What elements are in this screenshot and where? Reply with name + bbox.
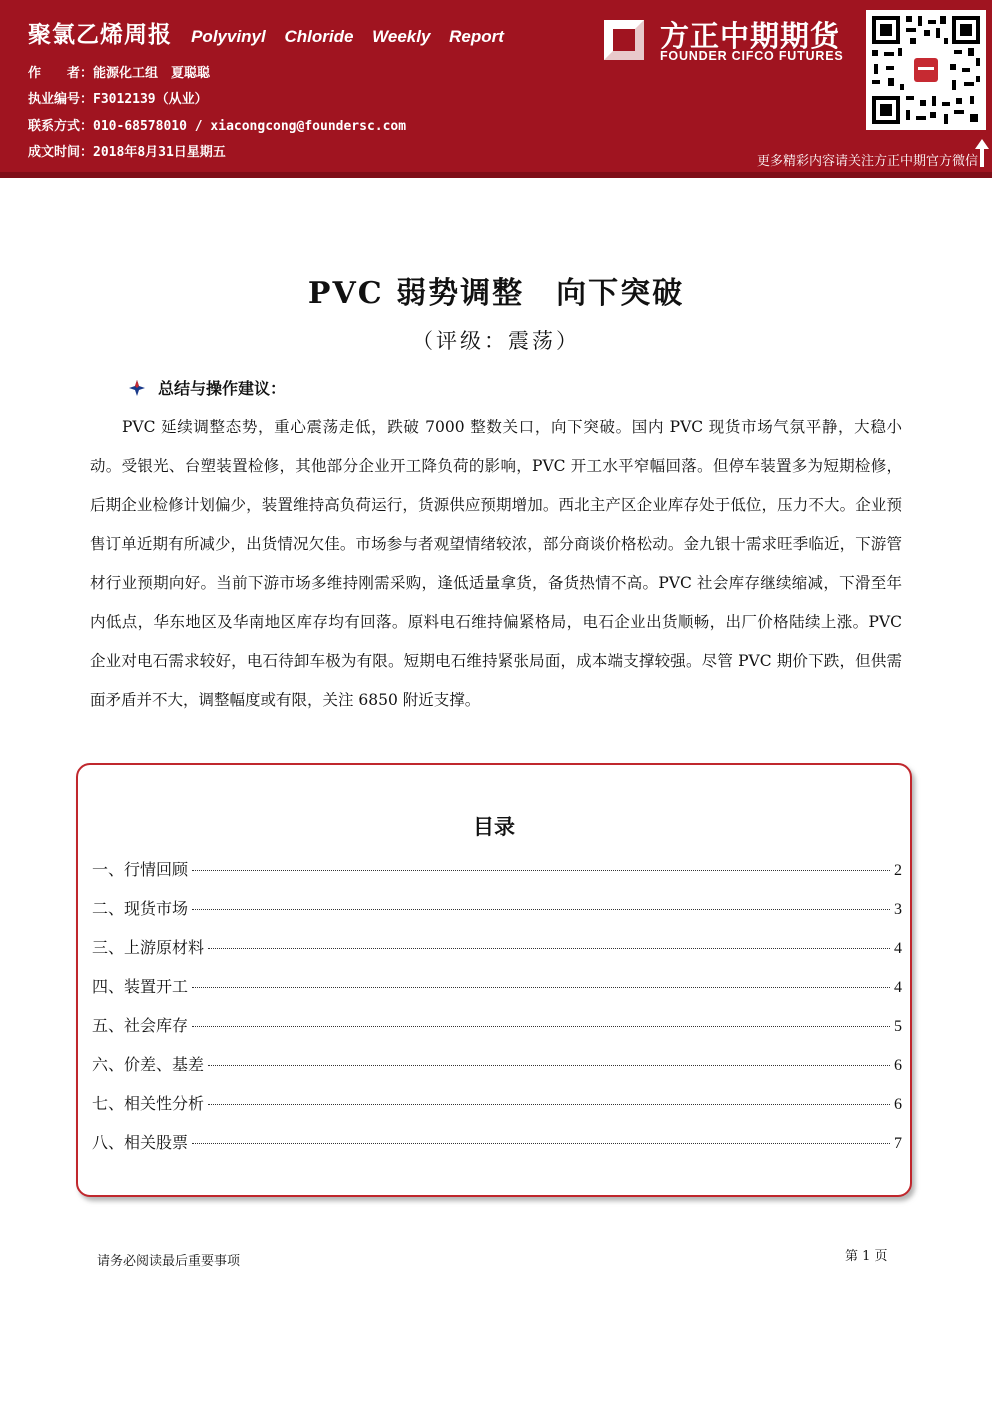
report-title-en: Polyvinyl Chloride Weekly Report bbox=[191, 27, 504, 46]
summary-paragraph: PVC 延续调整态势，重心震荡走低，跌破 7000 整数关口，向下突破。国内 PVC 现货市场气氛平静，大稳小动。受银光、台塑装置检修，其他部分企业开工降负荷的影响，PVC 开工水平窄幅回落。但停车装置多为短期检修，后期企业检修计划偏少，装置维持高负荷运行，货源供应预期增加。西北主产区企业库存处于低位，压力不大。企业预售订单近期有所减少，出货情况欠佳。市场参与者观望情绪较浓，部分商谈价格松动。金九银十需求旺季临近，下游管材行业预期向好。当前下游市场多维持刚需采购，逢低适量拿货，备货热情不高。PVC 社会库存继续缩减，下滑至年内低点，华东地区及华南地区库存均有回落。原料电石维持偏紧格局，电石企业出货顺畅，出厂价格陆续上涨。PVC 企业对电石需求较好，电石待卸车极为有限。短期电石维持紧张局面，成本端支撑较强。尽管 PVC 期价下跌，但供需面矛盾并不大，调整幅度或有限，关注 6850 附近支撑。 bbox=[90, 418, 902, 709]
toc-item-page: 6 bbox=[894, 1057, 902, 1074]
meta-contact-label: 联系方式： bbox=[28, 119, 94, 134]
toc-leader bbox=[192, 909, 890, 910]
company-logo-name: 方正中期期货 bbox=[660, 19, 841, 53]
toc-item-label: 八、相关股票 bbox=[92, 1133, 189, 1152]
summary-heading-text: 总结与操作建议： bbox=[158, 379, 287, 398]
toc-item-label: 六、价差、基差 bbox=[92, 1055, 205, 1074]
table-of-contents bbox=[76, 763, 912, 1197]
toc-item-label: 七、相关性分析 bbox=[92, 1094, 205, 1113]
toc-item-label: 四、装置开工 bbox=[92, 977, 189, 996]
four-point-star-bullet-icon bbox=[128, 379, 146, 397]
page-number: 第 1 页 bbox=[845, 1249, 888, 1264]
toc-item-label: 五、社会库存 bbox=[92, 1016, 189, 1035]
toc-item-page: 4 bbox=[894, 940, 902, 957]
report-headline: PVC 弱势调整 向下突破 bbox=[307, 276, 685, 311]
meta-date-label: 成文时间： bbox=[28, 145, 94, 160]
founder-logo-icon bbox=[604, 20, 644, 60]
meta-license-label: 执业编号： bbox=[28, 92, 94, 107]
toc-item-page: 2 bbox=[894, 862, 902, 879]
toc-item-page: 5 bbox=[894, 1018, 902, 1035]
meta-author-label: 作 者： bbox=[28, 66, 94, 81]
toc-item[interactable] bbox=[92, 974, 902, 1013]
toc-item[interactable] bbox=[92, 857, 902, 896]
toc-leader bbox=[192, 987, 890, 988]
meta-date-value: 2018年8月31日星期五 bbox=[93, 145, 226, 160]
toc-item-page: 4 bbox=[894, 979, 902, 996]
toc-item-label: 一、行情回顾 bbox=[92, 860, 189, 879]
meta-contact-value: 010-68578010 / xiacongcong@foundersc.com bbox=[93, 119, 407, 134]
toc-leader bbox=[208, 1104, 890, 1105]
toc-leader bbox=[208, 1065, 890, 1066]
footer-disclaimer-note: 请务必阅读最后重要事项 bbox=[97, 1254, 241, 1269]
company-logo-english: FOUNDER CIFCO FUTURES bbox=[660, 49, 844, 63]
meta-author-value: 能源化工组 夏聪聪 bbox=[93, 66, 211, 81]
toc-leader bbox=[192, 870, 890, 871]
toc-item[interactable] bbox=[92, 896, 902, 935]
toc-item[interactable] bbox=[92, 1013, 902, 1052]
meta-date bbox=[28, 141, 226, 160]
toc-leader bbox=[192, 1143, 890, 1144]
toc-item-page: 6 bbox=[894, 1096, 902, 1113]
meta-license bbox=[28, 88, 208, 107]
toc-item[interactable] bbox=[92, 1052, 902, 1091]
toc-item-page: 7 bbox=[894, 1135, 902, 1152]
wechat-qr-code-icon bbox=[866, 10, 986, 130]
toc-leader bbox=[208, 948, 890, 949]
report-rating: （评级：震荡） bbox=[412, 329, 580, 353]
meta-license-value: F3012139（从业） bbox=[93, 92, 208, 107]
toc-item-page: 3 bbox=[894, 901, 902, 918]
meta-author bbox=[28, 62, 210, 81]
toc-item-label: 二、现货市场 bbox=[92, 899, 189, 918]
toc-item[interactable] bbox=[92, 935, 902, 974]
toc-item[interactable] bbox=[92, 1130, 902, 1169]
report-title-cn: 聚氯乙烯周报 bbox=[28, 22, 172, 48]
toc-item-label: 三、上游原材料 bbox=[92, 938, 205, 957]
meta-contact bbox=[28, 115, 406, 134]
wechat-follow-note: 更多精彩内容请关注方正中期官方微信 bbox=[756, 154, 978, 169]
toc-item[interactable] bbox=[92, 1091, 902, 1130]
summary-heading bbox=[128, 376, 286, 399]
toc-title: 目录 bbox=[473, 815, 515, 839]
toc-list bbox=[92, 857, 902, 1169]
report-series-title bbox=[28, 16, 504, 49]
toc-leader bbox=[192, 1026, 890, 1027]
arrow-up-icon bbox=[975, 139, 989, 167]
header-divider bbox=[0, 172, 992, 178]
